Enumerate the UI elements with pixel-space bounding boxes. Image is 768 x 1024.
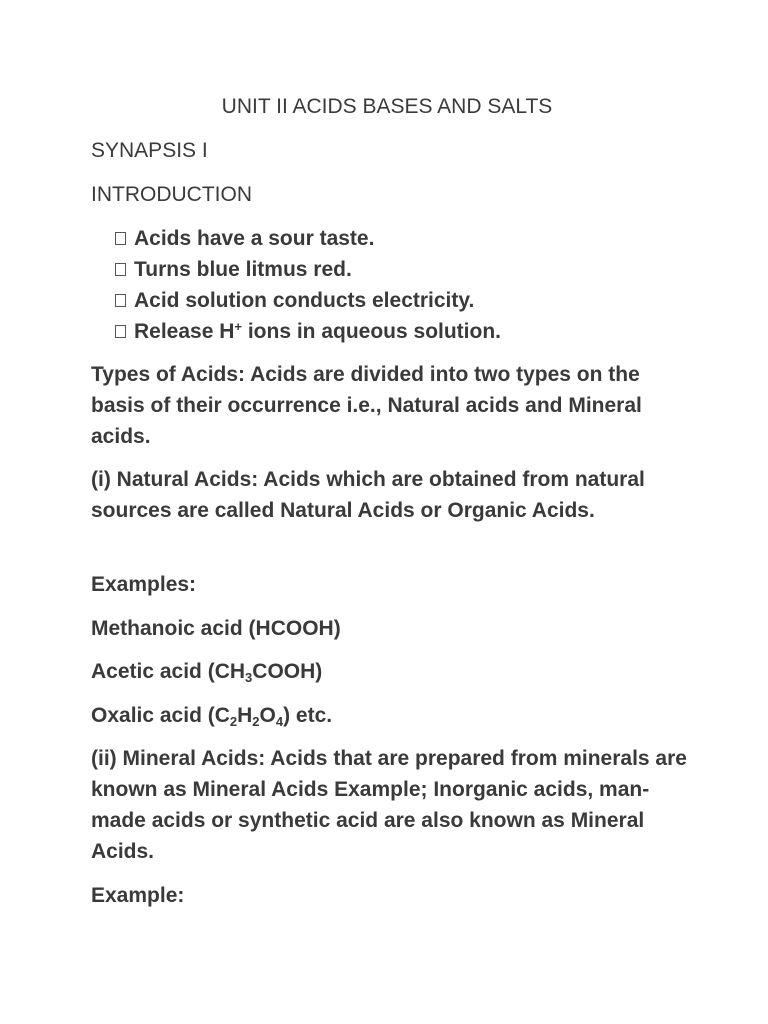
example-methanoic-acid: Methanoic acid (HCOOH) <box>91 617 341 640</box>
checkbox-glyph-icon <box>115 294 126 307</box>
list-item <box>115 316 501 347</box>
synapsis-heading: SYNAPSIS I <box>91 139 208 162</box>
bullet-text: Acid solution conducts electricity. <box>134 289 475 312</box>
bullet-text <box>134 316 501 347</box>
mineral-acids-paragraph: (ii) Mineral Acids: Acids that are prepared from minerals are known as Mineral Acids Example; Inorganic acids, man-made acids or synthetic acid are also known as Mineral Acids. <box>91 747 687 863</box>
checkbox-glyph-icon <box>115 325 126 338</box>
example-oxalic-acid <box>91 700 691 731</box>
formula-text: H <box>237 704 253 727</box>
formula-subscript: 4 <box>275 714 284 729</box>
bullet-text-part: ions in aqueous solution. <box>242 320 502 343</box>
bullet-text-part: Release H <box>134 320 235 343</box>
checkbox-glyph-icon <box>115 263 126 276</box>
list-item <box>115 285 501 316</box>
formula-text: ) etc. <box>283 704 333 727</box>
example-label: Example: <box>91 884 185 907</box>
formula-text: COOH) <box>252 660 323 683</box>
list-item <box>115 223 501 254</box>
formula-subscript: 3 <box>245 670 253 685</box>
introduction-heading: INTRODUCTION <box>91 183 252 206</box>
formula-subscript: 2 <box>252 714 260 729</box>
formula-text: O <box>259 704 276 727</box>
formula-text: Oxalic acid (C <box>91 704 230 727</box>
types-of-acids-paragraph: Types of Acids: Acids are divided into two types on the basis of their occurrence i.e., Natural acids and Mineral acids. <box>91 363 642 448</box>
formula-subscript: 2 <box>229 714 238 729</box>
superscript-plus: + <box>234 319 242 334</box>
example-acetic-acid <box>91 656 691 687</box>
checkbox-glyph-icon <box>115 232 126 245</box>
natural-acids-paragraph: (i) Natural Acids: Acids which are obtained from natural sources are called Natural Acids or Organic Acids. <box>91 468 645 522</box>
bullet-text: Acids have a sour taste. <box>134 227 375 250</box>
bullet-text: Turns blue litmus red. <box>134 258 352 281</box>
list-item <box>115 254 501 285</box>
examples-label: Examples: <box>91 573 197 596</box>
formula-text: Acetic acid (CH <box>91 660 246 683</box>
introduction-bullet-list <box>115 223 501 347</box>
page-title: UNIT II ACIDS BASES AND SALTS <box>221 95 553 118</box>
